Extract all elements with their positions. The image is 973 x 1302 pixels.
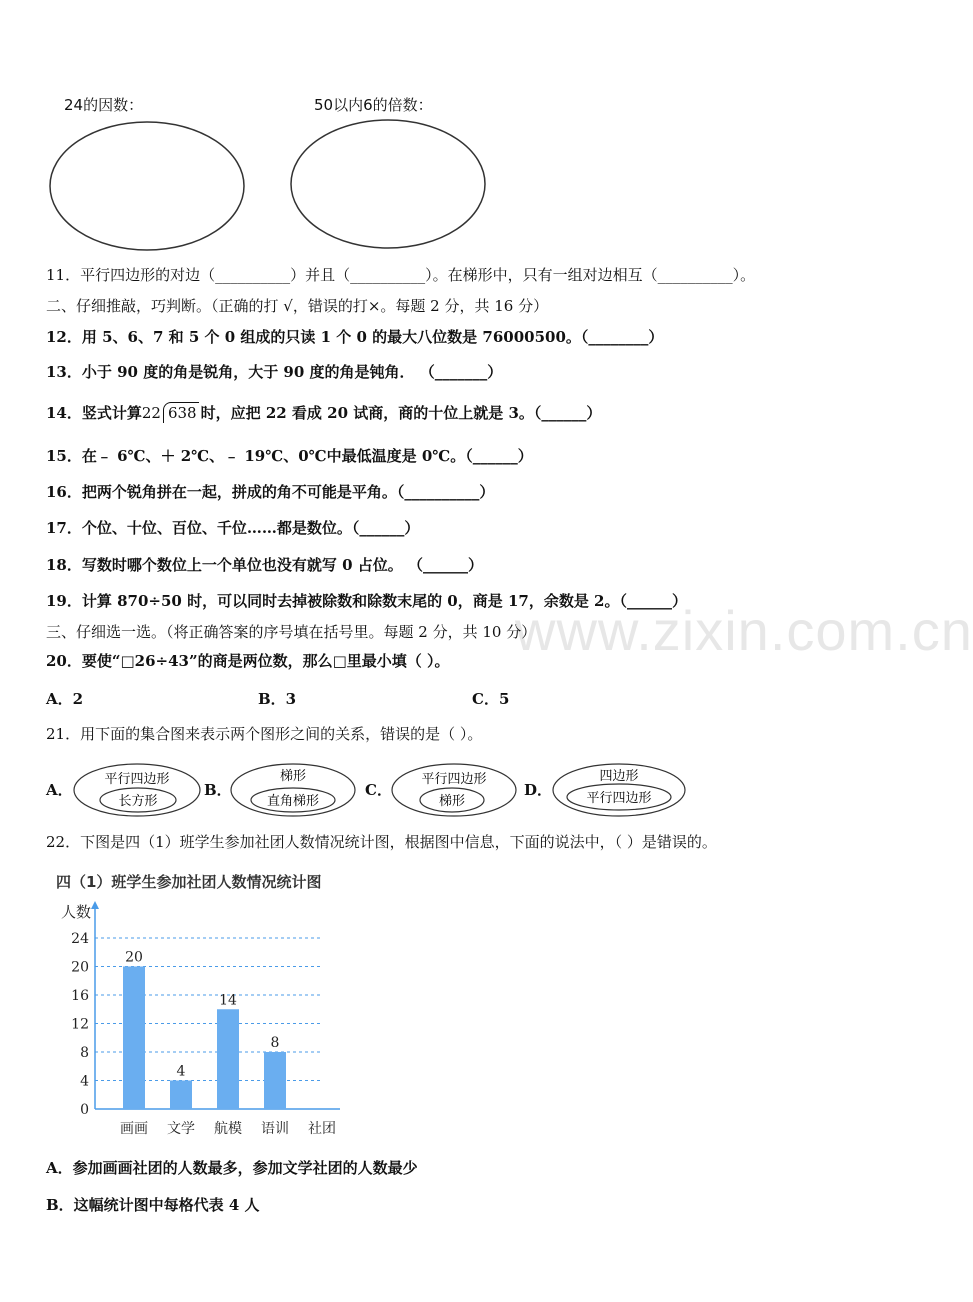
bar-语训	[264, 1052, 286, 1109]
q14-divisor: 22	[141, 404, 161, 422]
x-tick-label: 文学	[167, 1121, 195, 1137]
q21-option-c-label: C．	[365, 781, 392, 799]
y-tick-label: 24	[71, 931, 89, 947]
q21-d-inner: 平行四边形	[586, 791, 652, 806]
section-3-heading: 三、仔细选一选。（将正确答案的序号填在括号里。每题 2 分，共 10 分）	[46, 623, 537, 641]
chart-title: 四（1）班学生参加社团人数情况统计图	[56, 873, 322, 891]
q20-option-c: C．5	[472, 690, 510, 708]
q21-a-inner: 长方形	[118, 794, 158, 809]
bar-文学	[170, 1081, 192, 1110]
bar-value-label: 8	[270, 1035, 280, 1051]
bar-value-label: 4	[176, 1063, 186, 1080]
question-11: 11．平行四边形的对边（__________）并且（__________）。在梯形中，只有一组对边相互（__________）。	[46, 266, 756, 284]
bar-chart	[40, 895, 360, 1145]
y-axis-label: 人数	[60, 903, 91, 921]
question-22: 22．下图是四（1）班学生参加社团人数情况统计图，根据图中信息，下面的说法中，（ ）是错误的。	[46, 833, 717, 851]
watermark: www.zixin.com.cn	[515, 599, 973, 662]
q21-option-b-venn	[229, 762, 357, 818]
q14-suffix: 时，应把 22 看成 20 试商，商的十位上就是 3。（______）	[200, 404, 602, 422]
q21-b-inner: 直角梯形	[266, 794, 320, 809]
y-tick-label: 16	[71, 988, 89, 1004]
x-tick-label: 航模	[214, 1121, 242, 1137]
y-tick-label: 8	[80, 1045, 89, 1061]
q21-option-d-venn	[551, 762, 687, 818]
q20-option-a: A．2	[46, 690, 84, 708]
x-axis-label: 社团	[308, 1121, 336, 1137]
question-12: 12．用 5、6、7 和 5 个 0 组成的只读 1 个 0 的最大八位数是 76000500。（________）	[46, 328, 664, 346]
q20-option-b: B．3	[258, 690, 297, 708]
q14-dividend: 638	[163, 402, 199, 423]
y-tick-label: 4	[80, 1073, 89, 1090]
factors-set-ellipse	[50, 122, 244, 250]
bar-航模	[217, 1009, 239, 1109]
set-ellipses	[44, 118, 494, 252]
question-21: 21．用下面的集合图来表示两个图形之间的关系，错误的是（ ）。	[46, 725, 483, 743]
q21-b-outer: 梯形	[279, 769, 307, 784]
q21-d-outer: 四边形	[599, 769, 639, 784]
q14-prefix: 14．竖式计算	[46, 404, 142, 422]
y-tick-label: 0	[80, 1102, 89, 1118]
question-19: 19．计算 870÷50 时，可以同时去掉被除数和除数末尾的 0，商是 17，余数是 2。（______）	[46, 592, 687, 610]
set-label-factors: 24的因数：	[64, 96, 144, 114]
q21-option-c-venn	[390, 762, 518, 818]
q21-c-outer: 平行四边形	[421, 772, 487, 787]
q21-option-a-label: A．	[46, 781, 73, 799]
bar-value-label: 14	[219, 992, 237, 1009]
question-14	[46, 402, 601, 423]
q21-option-a-venn	[72, 762, 202, 818]
question-17: 17．个位、十位、百位、千位……都是数位。（______）	[46, 519, 420, 537]
q22-option-b: B．这幅统计图中每格代表 4 人	[46, 1196, 260, 1214]
question-16: 16．把两个锐角拼在一起，拼成的角不可能是平角。（__________）	[46, 483, 495, 501]
question-13: 13．小于 90 度的角是锐角，大于 90 度的角是钝角． （_______）	[46, 363, 503, 381]
set-label-multiples: 50以内6的倍数：	[314, 96, 433, 114]
y-axis-arrow	[91, 901, 99, 909]
q21-c-inner: 梯形	[438, 794, 466, 809]
bar-value-label: 20	[125, 949, 143, 966]
question-20: 20．要使“□26÷43”的商是两位数，那么□里最小填（ ）。	[46, 652, 450, 670]
x-tick-label: 画画	[120, 1121, 148, 1137]
q22-option-a: A．参加画画社团的人数最多，参加文学社团的人数最少	[46, 1159, 418, 1177]
y-tick-label: 20	[71, 959, 89, 976]
q21-option-b-label: B．	[204, 781, 232, 799]
q21-option-d-label: D．	[524, 781, 553, 799]
q21-a-outer: 平行四边形	[104, 772, 170, 787]
multiples-set-ellipse	[291, 120, 485, 248]
bar-画画	[123, 967, 145, 1110]
question-18: 18．写数时哪个数位上一个单位也没有就写 0 占位。 （______）	[46, 556, 483, 574]
y-tick-label: 12	[71, 1016, 89, 1033]
x-tick-label: 语训	[261, 1121, 289, 1137]
section-2-heading: 二、仔细推敲，巧判断。（正确的打 √，错误的打×。每题 2 分，共 16 分）	[46, 297, 549, 315]
question-15: 15．在﹣ 6℃、＋ 2℃、﹣ 19℃、0℃中最低温度是 0℃。（______）	[46, 447, 533, 465]
